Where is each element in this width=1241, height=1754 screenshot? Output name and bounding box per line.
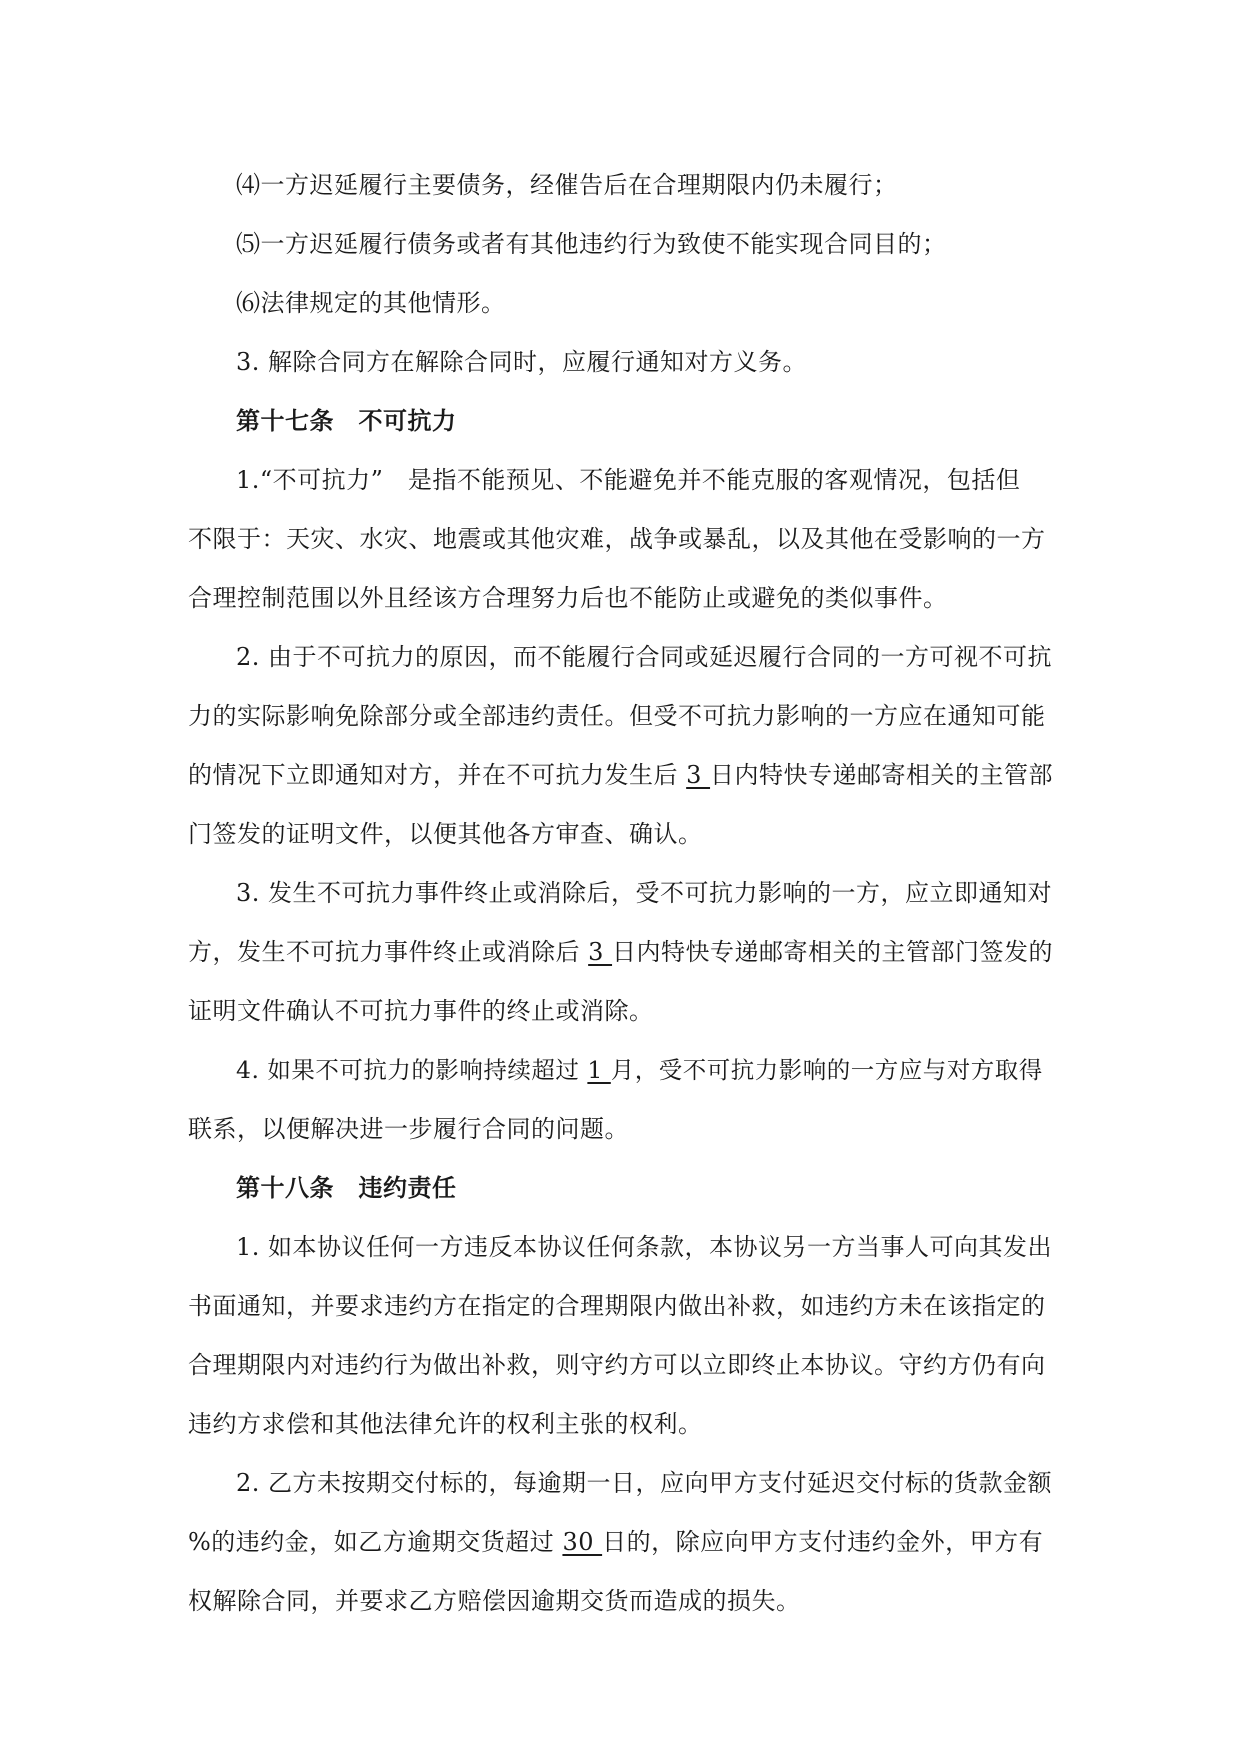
paragraph-line: 合理期限内对违约行为做出补救，则守约方可以立即终止本协议。守约方仍有向 — [188, 1351, 1046, 1379]
paragraph-line: 3. 发生不可抗力事件终止或消除后，受不可抗力影响的一方，应立即通知对 — [236, 879, 1053, 907]
paragraph-line: ⑸一方迟延履行债务或者有其他违约行为致使不能实现合同目的； — [236, 230, 947, 258]
line-text: 日内特快专递邮寄相关的主管部 — [710, 761, 1054, 789]
section-heading-liability: 第十八条 违约责任 — [236, 1174, 457, 1202]
section-heading-force-majeure: 第十七条 不可抗力 — [236, 407, 457, 435]
paragraph-line: 不限于：天灾、水灾、地震或其他灾难，战争或暴乱，以及其他在受影响的一方 — [188, 525, 1046, 553]
paragraph-line: 2. 由于不可抗力的原因，而不能履行合同或延迟履行合同的一方可视不可抗 — [236, 643, 1053, 671]
line-text: 日内特快专递邮寄相关的主管部门签发的 — [612, 938, 1054, 966]
line-text: 4. 如果不可抗力的影响持续超过 — [236, 1056, 588, 1084]
paragraph-line: 证明文件确认不可抗力事件的终止或消除。 — [188, 997, 654, 1025]
line-text: 月，受不可抗力影响的一方应与对方取得 — [610, 1056, 1043, 1084]
paragraph-line: 联系，以便解决进一步履行合同的问题。 — [188, 1115, 629, 1143]
paragraph-line: 1.“不可抗力” 是指不能预见、不能避免并不能克服的客观情况，包括但 — [236, 466, 1021, 494]
underlined-value: 3 — [588, 938, 613, 966]
paragraph-line — [188, 923, 1056, 982]
paragraph-line — [188, 1513, 1056, 1572]
paragraph-line: 书面通知，并要求违约方在指定的合理期限内做出补救，如违约方未在该指定的 — [188, 1292, 1046, 1320]
paragraph-line: 门签发的证明文件，以便其他各方审查、确认。 — [188, 820, 703, 848]
underlined-value: 3 — [686, 761, 711, 789]
line-text: 日的，除应向甲方支付违约金外，甲方有 — [602, 1528, 1044, 1556]
paragraph-line — [188, 746, 1056, 805]
document-body — [188, 156, 1056, 1631]
paragraph-line: ⑷一方迟延履行主要债务，经催告后在合理期限内仍未履行； — [236, 171, 898, 199]
underlined-value: 1 — [587, 1056, 611, 1084]
paragraph-line — [188, 1041, 1056, 1100]
paragraph-line: 力的实际影响免除部分或全部违约责任。但受不可抗力影响的一方应在通知可能 — [188, 702, 1046, 730]
line-text: 方，发生不可抗力事件终止或消除后 — [188, 938, 589, 966]
paragraph-line: 1. 如本协议任何一方违反本协议任何条款，本协议另一方当事人可向其发出 — [236, 1233, 1053, 1261]
paragraph-line: ⑹法律规定的其他情形。 — [236, 289, 506, 317]
underlined-value: 30 — [562, 1528, 603, 1556]
paragraph-line: 权解除合同，并要求乙方赔偿因逾期交货而造成的损失。 — [188, 1587, 801, 1615]
paragraph-line: 3. 解除合同方在解除合同时，应履行通知对方义务。 — [236, 348, 808, 376]
line-text: 的情况下立即通知对方，并在不可抗力发生后 — [188, 761, 687, 789]
paragraph-line: 合理控制范围以外且经该方合理努力后也不能防止或避免的类似事件。 — [188, 584, 948, 612]
paragraph-line: 违约方求偿和其他法律允许的权利主张的权利。 — [188, 1410, 703, 1438]
paragraph-line: 2. 乙方未按期交付标的，每逾期一日，应向甲方支付延迟交付标的货款金额 — [236, 1469, 1053, 1497]
line-text: %的违约金，如乙方逾期交货超过 — [188, 1528, 563, 1556]
